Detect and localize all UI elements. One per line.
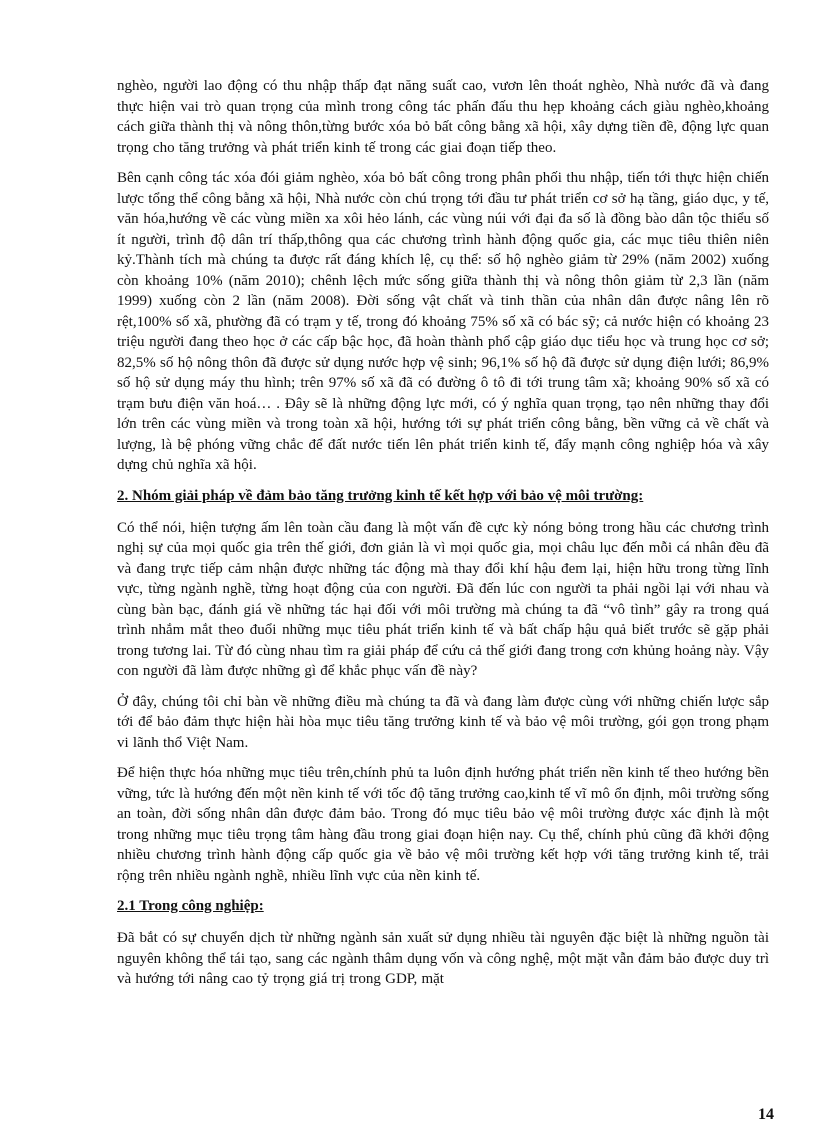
paragraph-industry: Đã bắt có sự chuyển dịch từ những ngành sản xuất sử dụng nhiều tài nguyên đặc biệt là những nguồn tài nguyên không thể tái tạo, sang các ngành thâm dụng vốn và công nghệ, một mặt vẫn đảm bảo được duy trì và hướng tới nâng cao tỷ trọng giá trị trong GDP, mặt — [117, 930, 769, 987]
paragraph-scope: Ở đây, chúng tôi chỉ bàn về những điều mà chúng ta đã và đang làm được cùng với những chiến lược sắp tới để bảo đảm thực hiện hài hòa mục tiêu tăng trưởng kinh tế và bảo vệ môi trường, gói gọn trong phạm vi lãnh thổ Việt Nam. — [117, 693, 769, 751]
page-number: 14 — [758, 1106, 774, 1123]
paragraph-poverty-reduction: nghèo, người lao động có thu nhập thấp đạt năng suất cao, vươn lên thoát nghèo, Nhà nước đã và đang thực hiện vai trò quan trọng của mình trong công tác phấn đấu thu hẹp khoảng cách giàu nghèo,khoảng cách giữa thành thị và nông thôn,từng bước xóa bỏ bất công bằng xã hội, xây dựng tiền đề, động lực quan trọng cho tăng trưởng và phát triển kinh tế trong các giai đoạn tiếp theo. — [117, 78, 769, 156]
paragraph-government-goals: Để hiện thực hóa những mục tiêu trên,chính phủ ta luôn định hướng phát triển nền kinh tế theo hướng bền vững, tức là hướng đến một nền kinh tế với tốc độ tăng trưởng cao,kinh tế vĩ mô ổn định, môi trường sống an toàn, đời sống nhân dân được đảm bảo. Trong đó mục tiêu bảo vệ môi trường được xác định là một trong những mục tiêu trọng tâm hàng đầu trong giai đoạn hiện nay. Cụ thể, chính phủ cũng đã khởi động nhiều chương trình hành động cấp quốc gia về bảo vệ môi trường kết hợp với tăng trưởng kinh tế, trải rộng trên nhiều ngành nghề, nhiều lĩnh vực của nền kinh tế. — [117, 765, 769, 884]
section-heading-2-1: 2.1 Trong công nghiệp: — [117, 898, 264, 914]
paragraph-social-equity: Bên cạnh công tác xóa đói giảm nghèo, xóa bỏ bất công trong phân phối thu nhập, tiến tới thực hiện chiến lược tổng thể công bằng xã hội, Nhà nước còn chú trọng tới đầu tư phát triển cơ sở hạ tầng, giáo dục, y tế, văn hóa,hướng về các vùng miền xa xôi hẻo lánh, các vùng núi với đại đa số là đồng bào dân tộc thiểu số ít người, trình độ dân trí thấp,thông qua các chương trình hành động quốc gia, các mục tiêu thiên niên kỷ.Thành tích mà chúng ta được rất đáng khích lệ, cụ thể: số hộ nghèo giảm từ 29% (năm 2002) xuống còn khoảng 10% (năm 2010); chênh lệch mức sống giữa thành thị và nông thôn giảm từ 2,3 lần (năm 1999) xuống còn 2 lần (năm 2008). Đời sống vật chất và tinh thần của nhân dân được nâng lên rõ rệt,100% số xã, phường đã có trạm y tế, trong đó khoảng 75% số xã có bác sỹ; cả nước hiện có khoảng 23 triệu người đang theo học ở các cấp bậc học, đã hoàn thành phổ cập giáo dục tiểu học và trung học cơ sở; 82,5% số hộ nông thôn đã được sử dụng nước hợp vệ sinh; 96,1% số hộ đã được sử dụng điện lưới; 86,9% số hộ sử dụng máy thu hình; trên 97% số xã đã có đường ô tô đi tới trung tâm xã; khoảng 90% số xã có trạm bưu điện văn hoá… . Đây sẽ là những động lực mới, có ý nghĩa quan trọng, tạo nên những thay đổi lớn trên các vùng miền và trong toàn xã hội, hướng tới sự phát triển công bằng, bền vững cả về chất và lượng, là bệ phóng vững chắc để đất nước tiến lên phát triển kinh tế, đẩy mạnh công nghiệp hóa và xây dựng chủ nghĩa xã hội. — [117, 170, 769, 473]
section-heading-2: 2. Nhóm giải pháp về đảm bảo tăng trưởng kinh tế kết hợp với bảo vệ môi trường: — [117, 487, 644, 504]
paragraph-global-warming: Có thể nói, hiện tượng ấm lên toàn cầu đang là một vấn đề cực kỳ nóng bỏng trong hầu các chương trình nghị sự của mọi quốc gia trên thế giới, đơn giản là vì mọi quốc gia, mọi châu lục đến mỗi cá nhân đều đã và đang trực tiếp cảm nhận được những tác động mà thay đổi khí hậu đem lại, hiện hữu trong từng lĩnh vực, từng ngành nghề, từng hoạt động của con người. Đã đến lúc con người ta phải ngồi lại với nhau và cùng bàn bạc, đánh giá về những tác hại đối với môi trường mà chúng ta đã “vô tình” gây ra trong quá trình nhắm mắt theo đuổi những mục tiêu phát triển kinh tế và bất chấp hậu quả biết trước sẽ gặp phải trong tương lai. Từ đó cùng nhau tìm ra giải pháp để cứu cả thế giới đang trong cơn khủng hoảng này. Vậy con người đã làm được những gì để khắc phục vấn đề này? — [117, 519, 769, 679]
page-content — [117, 76, 769, 1000]
